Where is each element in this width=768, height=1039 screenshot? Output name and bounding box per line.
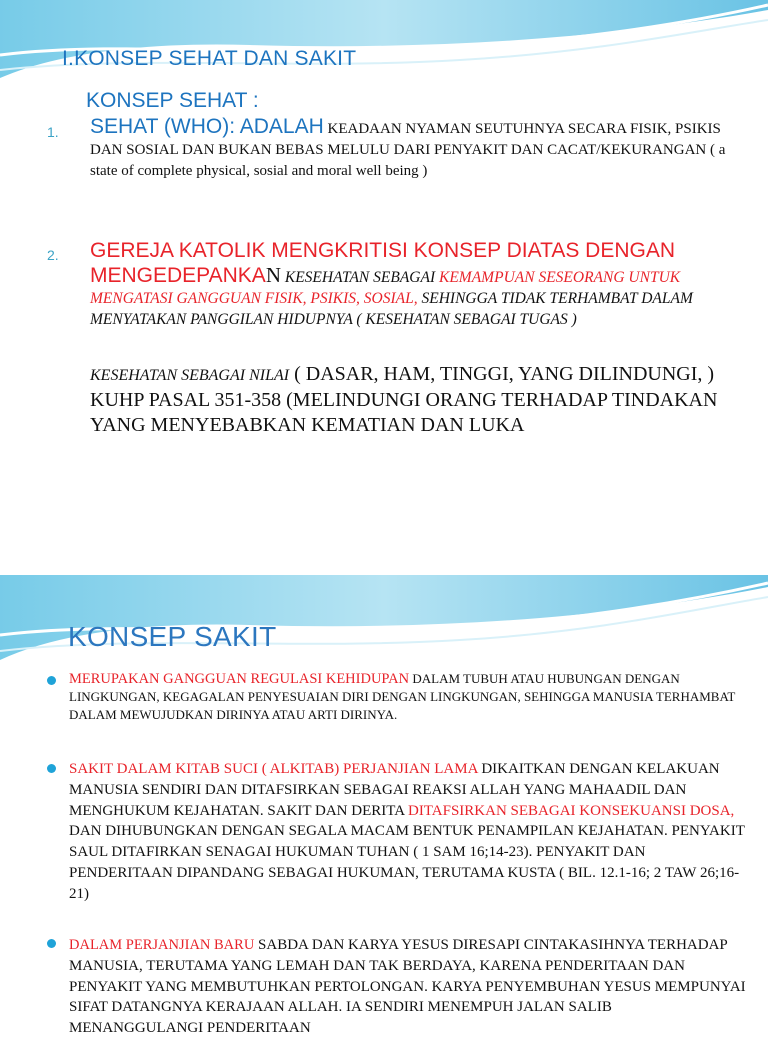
paragraph-body: ( DASAR, HAM, TINGGI, YANG DILINDUNGI, ) KUHP PASAL 351-358 (MELINDUNGI ORANG TERHADAP TINDAKAN YANG MENYEBABKAN KEMATIAN DAN LUKA bbox=[90, 363, 718, 436]
bullet-item-perjanjian-lama bbox=[69, 759, 749, 905]
item-italic-text-2: SEHINGGA TIDAK TERHAMBAT DALAM MENYATAKAN PANGGILAN HIDUPNYA ( KESEHATAN SEBAGAI TUGAS ) bbox=[90, 290, 693, 328]
item-heading-tail: N bbox=[265, 263, 281, 287]
paragraph-kesehatan-nilai bbox=[90, 362, 730, 438]
bullet-heading: MERUPAKAN GANGGUAN REGULASI KEHIDUPAN bbox=[69, 671, 410, 687]
bullet-item-perjanjian-baru bbox=[69, 935, 749, 1039]
bullet-dot bbox=[47, 676, 56, 685]
section-subtitle: KONSEP SEHAT : bbox=[86, 89, 259, 112]
bullet-body: DIKAITKAN DENGAN KELAKUAN MANUSIA SENDIRI DAN DITAFSIRKAN SEBAGAI REAKSI ALLAH YANG MAHAADIL DAN MENGHUKUM KEJAHATAN. SAKIT DAN DERITA bbox=[69, 761, 720, 819]
list-item-sehat-who bbox=[90, 116, 730, 182]
header-wave-decoration bbox=[0, 0, 768, 90]
bullet-body-2: DAN DIHUBUNGKAN DENGAN SEGALA MACAM BENTUK PENAMPILAN KEJAHATAN. PENYAKIT SAUL DITAFIRKAN SENAGAI HUKUMAN TUHAN ( 1 SAM 16;14-23). PENYAKIT DAN PENDERITAAN DIPANDANG SEBAGAI HUKUMAN, TERUTAMA KUSTA ( BIL. 12.1-16; 2 TAW 26;16-21) bbox=[69, 823, 745, 902]
bullet-heading: SAKIT DALAM KITAB SUCI ( ALKITAB) PERJANJIAN LAMA bbox=[69, 761, 478, 777]
item-english: ( a state of complete physical, sosial and moral well being ) bbox=[90, 142, 726, 179]
bullet-heading: DALAM PERJANJIAN BARU bbox=[69, 937, 255, 953]
bullet-body: DALAM TUBUH ATAU HUBUNGAN DENGAN LINGKUNGAN, KEGAGALAN PENYESUAIAN DIRI DENGAN LINGKUNGAN, SEHINGGA MANUSIA TERHAMBAT DALAM MEWUJUDKAN DIRINYA ATAU ARTI DIRINYA. bbox=[69, 671, 736, 722]
slide-title: KONSEP SAKIT bbox=[68, 621, 277, 652]
list-item-gereja-katolik bbox=[90, 238, 740, 330]
list-number-2: 2. bbox=[47, 247, 59, 263]
bullet-body: SABDA DAN KARYA YESUS DIRESAPI CINTAKASIHNYA TERHADAP MANUSIA, TERUTAMA YANG LEMAH DAN TAK BERDAYA, KARENA PENDERITAAN DAN PENYAKIT YANG MEMBUTUHKAN PERTOLONGAN. KARYA PENYEMBUHAN YESUS MEMPUNYAI SIFAT DATANGNYA KERAJAAN ALLAH. IA SENDIRI MENEMPUH JALAN SALIB MENANGGULANGI PENDERITAAN bbox=[69, 937, 746, 1037]
bullet-red-text: DITAFSIRKAN SEBAGAI KONSEKUANSI DOSA, bbox=[407, 802, 735, 819]
item-body: KEADAAN NYAMAN SEUTUHNYA SECARA FISIK, PSIKIS DAN SOSIAL DAN BUKAN BEBAS MELULU DARI PENYAKIT DAN CACAT/KEKURANGAN bbox=[90, 121, 721, 158]
bullet-dot bbox=[47, 764, 56, 773]
slide-gap bbox=[0, 555, 768, 575]
list-number-1: 1. bbox=[47, 124, 59, 140]
item-heading: SEHAT (WHO): ADALAH bbox=[90, 115, 324, 138]
bullet-item-gangguan-regulasi bbox=[69, 670, 749, 724]
paragraph-italic-lead: KESEHATAN SEBAGAI NILAI bbox=[90, 367, 290, 384]
item-italic-red-text: KEMAMPUAN SESEORANG UNTUK MENGATASI GANGGUAN FISIK, PSIKIS, SOSIAL, bbox=[90, 269, 681, 307]
item-italic-text: KESEHATAN SEBAGAI bbox=[281, 269, 439, 286]
slide-title: I.KONSEP SEHAT DAN SAKIT bbox=[62, 47, 357, 70]
bullet-dot bbox=[47, 939, 56, 948]
item-heading: GEREJA KATOLIK MENGKRITISI KONSEP DIATAS DENGAN MENGEDEPANKA bbox=[90, 239, 676, 287]
slide-konsep-sakit bbox=[0, 575, 768, 1037]
